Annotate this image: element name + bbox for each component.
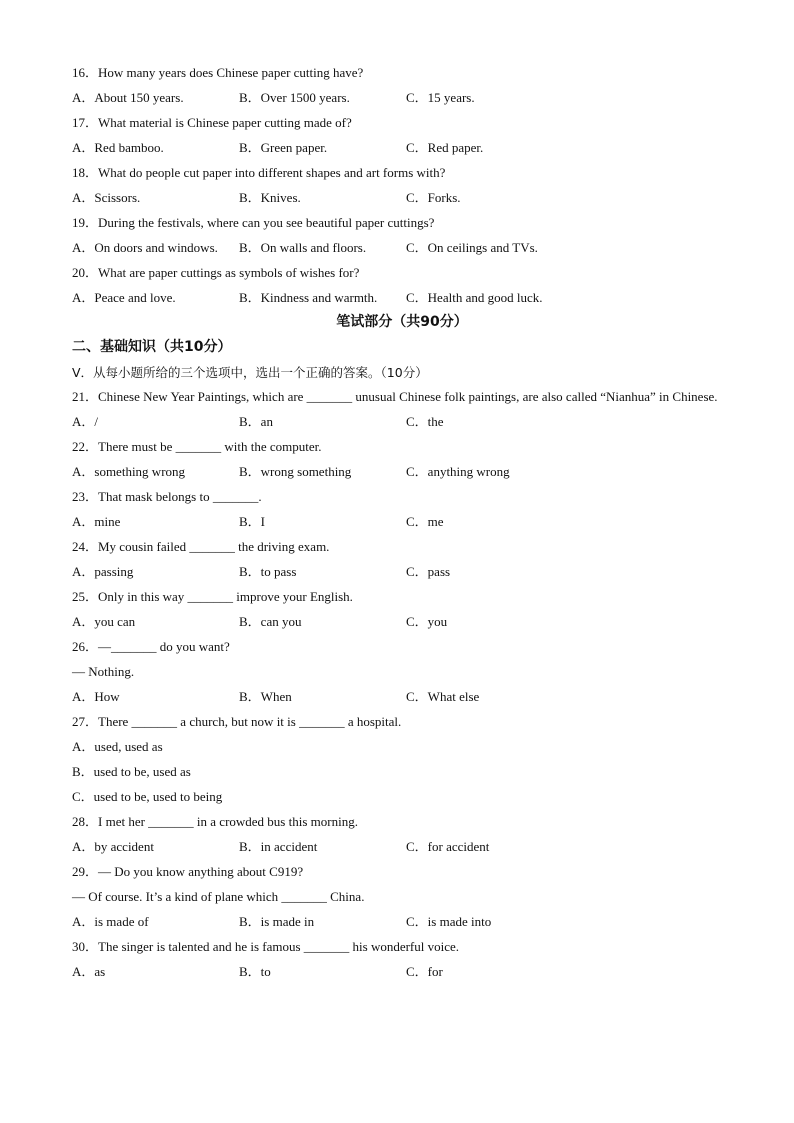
- question-21: 21．Chinese New Year Paintings, which are _______ unusual Chinese folk paintings, are also called “Nianhua” in Chinese.: [72, 389, 718, 404]
- question-23: 23．That mask belongs to _______.: [72, 489, 262, 504]
- option-16-b: B．Over 1500 years.: [239, 90, 350, 105]
- option-21-b: B．an: [239, 414, 273, 429]
- option-24-b: B．to pass: [239, 564, 297, 579]
- question-22: 22．There must be _______ with the computer.: [72, 439, 322, 454]
- option-29-b: B．is made in: [239, 914, 315, 929]
- question-25: 25．Only in this way _______ improve your English.: [72, 589, 353, 604]
- option-20-a: A．Peace and love.: [72, 290, 176, 305]
- options-30: [72, 959, 732, 984]
- question-27: 27．There _______ a church, but now it is _______ a hospital.: [72, 714, 402, 729]
- options-21: [72, 409, 732, 434]
- options-24: [72, 559, 732, 584]
- question-16: 16．How many years does Chinese paper cutting have?: [72, 65, 364, 80]
- option-18-b: B．Knives.: [239, 190, 301, 205]
- question-29-reply: — Of course. It’s a kind of plane which _______ China.: [72, 889, 365, 904]
- exam-page: [72, 60, 732, 984]
- question-17: 17．What material is Chinese paper cutting made of?: [72, 115, 352, 130]
- question-26-reply: — Nothing.: [72, 664, 135, 679]
- option-17-a: A．Red bamboo.: [72, 140, 164, 155]
- option-23-b: B．I: [239, 514, 266, 529]
- option-22-a: A．something wrong: [72, 464, 186, 479]
- option-16-c: C．15 years.: [406, 90, 475, 105]
- option-18-c: C．Forks.: [406, 190, 461, 205]
- option-17-b: B．Green paper.: [239, 140, 328, 155]
- option-25-c: C．you: [406, 614, 448, 629]
- options-20: [72, 285, 732, 310]
- question-28: 28．I met her _______ in a crowded bus this morning.: [72, 814, 358, 829]
- option-26-c: C．What else: [406, 689, 480, 704]
- option-27-b: B．used to be, used as: [72, 764, 191, 779]
- options-23: [72, 509, 732, 534]
- options-25: [72, 609, 732, 634]
- option-26-b: B．When: [239, 689, 292, 704]
- option-29-a: A．is made of: [72, 914, 149, 929]
- option-19-c: C．On ceilings and TVs.: [406, 240, 538, 255]
- option-28-c: C．for accident: [406, 839, 490, 854]
- option-23-a: A．mine: [72, 514, 121, 529]
- question-29: 29．— Do you know anything about C919?: [72, 864, 304, 879]
- option-25-b: B．can you: [239, 614, 302, 629]
- options-28: [72, 834, 732, 859]
- option-19-a: A．On doors and windows.: [72, 240, 218, 255]
- option-24-c: C．pass: [406, 564, 451, 579]
- option-30-b: B．to: [239, 964, 271, 979]
- question-26: 26．—_______ do you want?: [72, 639, 230, 654]
- option-21-a: A．/: [72, 414, 99, 429]
- option-27-c: C．used to be, used to being: [72, 789, 223, 804]
- question-24: 24．My cousin failed _______ the driving exam.: [72, 539, 330, 554]
- option-24-a: A．passing: [72, 564, 134, 579]
- option-16-a: A．About 150 years.: [72, 90, 184, 105]
- options-17: [72, 135, 732, 160]
- section-heading: 二、基础知识（共10分）: [72, 339, 232, 355]
- option-20-b: B．Kindness and warmth.: [239, 290, 378, 305]
- option-22-c: C．anything wrong: [406, 464, 510, 479]
- question-20: 20．What are paper cuttings as symbols of wishes for?: [72, 265, 360, 280]
- option-29-c: C．is made into: [406, 914, 492, 929]
- option-17-c: C．Red paper.: [406, 140, 484, 155]
- option-28-b: B．in accident: [239, 839, 318, 854]
- options-18: [72, 185, 732, 210]
- option-23-c: C．me: [406, 514, 444, 529]
- options-22: [72, 459, 732, 484]
- option-20-c: C．Health and good luck.: [406, 290, 543, 305]
- question-19: 19．During the festivals, where can you see beautiful paper cuttings?: [72, 215, 435, 230]
- options-26: [72, 684, 732, 709]
- option-28-a: A．by accident: [72, 839, 154, 854]
- option-30-c: C．for: [406, 964, 443, 979]
- option-30-a: A．as: [72, 964, 106, 979]
- options-16: [72, 85, 732, 110]
- question-30: 30．The singer is talented and he is famous _______ his wonderful voice.: [72, 939, 460, 954]
- option-27-a: A．used, used as: [72, 739, 163, 754]
- options-29: [72, 909, 732, 934]
- option-19-b: B．On walls and floors.: [239, 240, 367, 255]
- option-21-c: C．the: [406, 414, 444, 429]
- section-instruction: Ⅴ．从每小题所给的三个选项中，选出一个正确的答案。（10分）: [72, 365, 428, 380]
- options-19: [72, 235, 732, 260]
- option-25-a: A．you can: [72, 614, 136, 629]
- option-18-a: A．Scissors.: [72, 190, 141, 205]
- option-22-b: B．wrong something: [239, 464, 352, 479]
- option-26-a: A．How: [72, 689, 120, 704]
- written-part-title: 笔试部分（共90分）: [336, 314, 468, 330]
- question-18: 18．What do people cut paper into different shapes and art forms with?: [72, 165, 446, 180]
